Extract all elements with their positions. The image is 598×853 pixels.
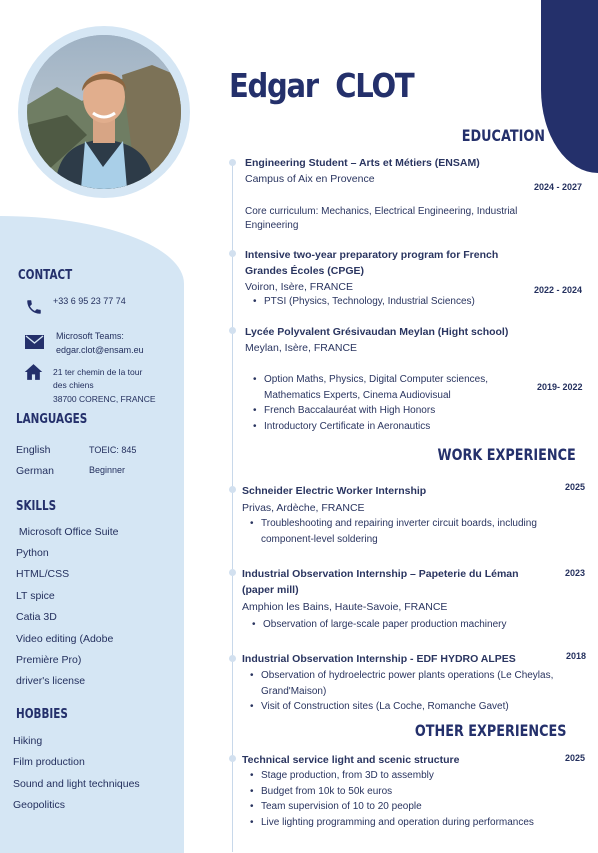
work-date: 2018: [566, 651, 587, 661]
timeline-dot: [229, 250, 236, 257]
skill-item: Première Pro): [16, 654, 82, 666]
timeline-dot: [229, 327, 236, 334]
list-item: Grand'Maison): [261, 685, 327, 697]
contact-address-line3: 38700 CORENC, FRANCE: [53, 394, 156, 404]
skill-item: HTML/CSS: [16, 568, 70, 580]
mail-icon: [25, 335, 44, 349]
list-item: • Observation of hydroelectric power plants operations (Le Cheylas,: [249, 668, 553, 684]
skill-item: Python: [16, 547, 49, 559]
work-title-papeterie: Industrial Observation Internship – Papeterie du Léman: [242, 568, 519, 580]
work-experience-title: WORK EXPERIENCE: [437, 445, 576, 464]
timeline-dot: [229, 486, 236, 493]
timeline-dot: [229, 655, 236, 662]
education-title-cpge: Grandes Écoles (CPGE): [245, 265, 365, 277]
list-item: • Stage production, from 3D to assembly: [249, 768, 534, 784]
work-date: 2023: [565, 568, 586, 578]
contact-phone: +33 6 95 23 77 74: [53, 296, 126, 306]
contact-title: CONTACT: [18, 268, 73, 283]
hobby-item: Sound and light techniques: [13, 778, 140, 790]
work-bullets: [249, 516, 537, 547]
hobby-item: Hiking: [13, 735, 43, 747]
education-bullets: [252, 372, 488, 434]
list-item: • PTSI (Physics, Technology, Industrial Sciences): [252, 294, 475, 310]
work-bullets: [251, 617, 506, 633]
languages-title: LANGUAGES: [16, 412, 88, 427]
education-date: 2024 - 2027: [534, 182, 583, 192]
list-item: • Introductory Certificate in Aeronautics: [252, 419, 488, 435]
education-date: 2019- 2022: [537, 382, 583, 392]
education-desc: Engineering: [245, 220, 299, 231]
language-name: English: [16, 444, 51, 456]
timeline-line: [232, 160, 233, 852]
work-title-edf: Industrial Observation Internship - EDF HYDRO ALPES: [242, 653, 516, 665]
timeline-dot: [229, 569, 236, 576]
person-name: Edgar CLOT: [229, 66, 414, 105]
work-place: Privas, Ardèche, FRANCE: [242, 502, 365, 514]
timeline-dot: [229, 755, 236, 762]
education-bullets: [252, 294, 475, 310]
hobby-item: Film production: [13, 756, 85, 768]
education-place: Voiron, Isère, FRANCE: [245, 281, 353, 293]
education-title-cpge: Intensive two-year preparatory program for French: [245, 249, 499, 261]
education-date: 2022 - 2024: [534, 285, 583, 295]
work-title-papeterie: (paper mill): [242, 584, 299, 596]
skills-title: SKILLS: [16, 499, 57, 514]
contact-address-line1: 21 ter chemin de la tour: [53, 367, 143, 377]
other-title-technical: Technical service light and scenic structure: [242, 754, 460, 766]
education-title-lycee: Lycée Polyvalent Grésivaudan Meylan (Hight school): [245, 326, 509, 338]
home-icon: [24, 363, 43, 381]
education-title-ensam: Engineering Student – Arts et Métiers (ENSAM): [245, 157, 480, 169]
education-desc: Core curriculum: Mechanics, Electrical Engineering, Industrial: [245, 206, 518, 217]
language-level: Beginner: [89, 465, 126, 475]
skill-item: LT spice: [16, 590, 55, 602]
other-bullets: [249, 768, 534, 830]
skill-item: driver's license: [16, 675, 86, 687]
work-date: 2025: [565, 482, 586, 492]
skill-item: Microsoft Office Suite: [16, 526, 119, 538]
other-experiences-title: OTHER EXPERIENCES: [414, 721, 566, 740]
skill-item: Video editing (Adobe: [16, 633, 114, 645]
list-item: • Observation of large-scale paper production machinery: [251, 617, 506, 633]
corner-decoration: [541, 0, 598, 173]
contact-email: edgar.clot@ensam.eu: [56, 345, 144, 355]
skill-item: Catia 3D: [16, 611, 57, 623]
list-item: • Troubleshooting and repairing inverter circuit boards, including: [249, 516, 537, 532]
education-place: Meylan, Isère, FRANCE: [245, 342, 358, 354]
contact-address-line2: des chiens: [53, 380, 94, 390]
list-item: • Option Maths, Physics, Digital Computer sciences,: [252, 372, 488, 388]
language-level: TOEIC: 845: [89, 445, 137, 455]
education-title: EDUCATION: [461, 126, 545, 145]
other-date: 2025: [565, 753, 586, 763]
work-place: Amphion les Bains, Haute-Savoie, FRANCE: [242, 601, 448, 613]
phone-icon: [25, 298, 43, 316]
avatar: [27, 35, 181, 189]
education-place: Campus of Aix en Provence: [245, 173, 375, 185]
hobbies-title: HOBBIES: [16, 707, 68, 722]
hobby-item: Geopolitics: [13, 799, 65, 811]
work-title-schneider: Schneider Electric Worker Internship: [242, 485, 427, 497]
list-item: • Live lighting programming and operation during performances: [249, 815, 534, 831]
contact-teams-label: Microsoft Teams:: [56, 331, 124, 341]
work-bullets: [249, 668, 553, 715]
list-item: • French Baccalauréat with High Honors: [252, 403, 488, 419]
list-item: component-level soldering: [261, 533, 378, 545]
list-item: • Team supervision of 10 to 20 people: [249, 799, 534, 815]
timeline-dot: [229, 159, 236, 166]
language-name: German: [16, 465, 54, 477]
list-item: • Visit of Construction sites (La Coche, Romanche Gavet): [249, 699, 553, 715]
list-item: • Budget from 10k to 50k euros: [249, 784, 534, 800]
list-item: Mathematics Experts, Cinema Audiovisual: [264, 389, 451, 401]
